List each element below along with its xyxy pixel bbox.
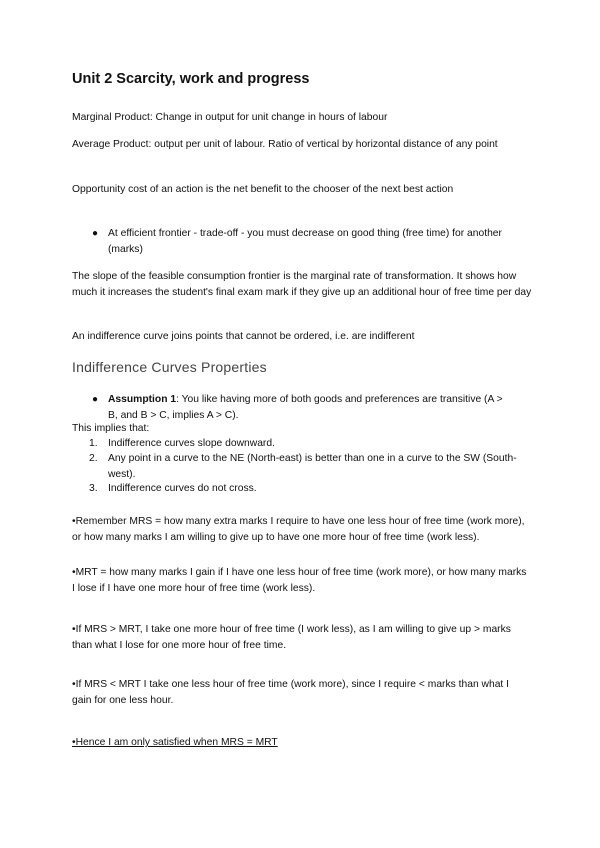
slope-paragraph: The slope of the feasible consumption frontier is the marginal rate of transformation. It shows how much it increases the student's final exam mark if they give up an additional hour of free time per day — [72, 271, 532, 298]
marginal-product-paragraph: Marginal Product: Change in output for unit change in hours of labour — [72, 112, 388, 123]
indifference-curve-paragraph: An indifference curve joins points that cannot be ordered, i.e. are indifferent — [72, 331, 415, 342]
assumption-text — [108, 392, 508, 424]
bullet-text: At efficient frontier - trade-off - you must decrease on good thing (free time) for another (marks) — [108, 228, 502, 255]
section-heading: Indifference Curves Properties — [72, 359, 267, 375]
list-item-number: 2. — [89, 453, 98, 464]
conclusion-line: •Hence I am only satisfied when MRS = MRT — [72, 737, 278, 748]
list-item-text: Any point in a curve to the NE (North-east) is better than one in a curve to the SW (South-west). — [108, 453, 517, 480]
mrs-less-paragraph: •If MRS < MRT I take one less hour of free time (work more), since I require < marks than what I gain for one less hour. — [72, 679, 509, 706]
mrs-greater-paragraph: •If MRS > MRT, I take one more hour of free time (I work less), as I am willing to give up > marks than what I lose for one more hour of free time. — [72, 624, 511, 651]
list-item-text: Indifference curves do not cross. — [108, 483, 257, 494]
implies-label: This implies that: — [72, 423, 150, 434]
list-item-text: Indifference curves slope downward. — [108, 438, 275, 449]
list-item-number: 3. — [89, 483, 98, 494]
bullet-dot-icon: ● — [92, 228, 99, 239]
document-title: Unit 2 Scarcity, work and progress — [72, 71, 310, 87]
mrs-paragraph: •Remember MRS = how many extra marks I require to have one less hour of free time (work more), or how many marks I am willing to give up to have one more hour of free time (work less). — [72, 516, 525, 543]
assumption-body: : You like having more of both goods and preferences are transitive (A > B, and B > C, implies A > C). — [108, 394, 503, 421]
assumption-label: Assumption 1 — [108, 394, 177, 405]
average-product-paragraph: Average Product: output per unit of labour. Ratio of vertical by horizontal distance of any point — [72, 139, 498, 150]
mrt-paragraph: •MRT = how many marks I gain if I have one less hour of free time (work more), or how many marks I lose if I have one more hour of free time (work less). — [72, 567, 527, 594]
opportunity-cost-paragraph: Opportunity cost of an action is the net benefit to the chooser of the next best action — [72, 184, 454, 195]
list-item-number: 1. — [89, 438, 98, 449]
bullet-dot-icon: ● — [92, 394, 99, 405]
